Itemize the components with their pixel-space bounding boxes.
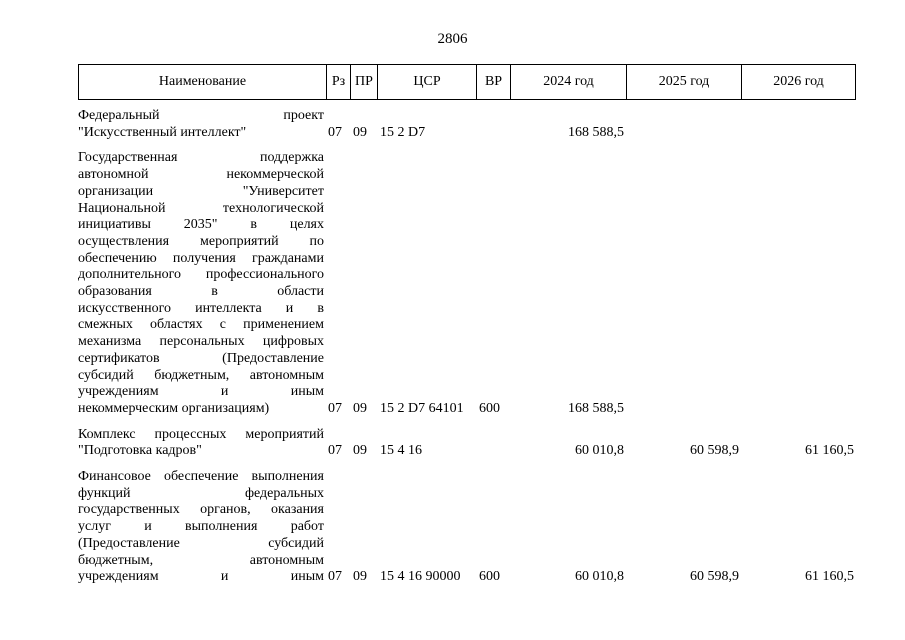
row-name-line: осуществления мероприятий по	[78, 233, 324, 249]
header-2025: 2025 год	[626, 65, 741, 99]
row-2024: 168 588,5	[568, 124, 624, 140]
row-name-line: некоммерческим организациям)	[78, 400, 270, 416]
row-name-line: обеспечению получения гражданами	[78, 250, 324, 266]
row-pr: 09	[353, 569, 367, 585]
row-values	[78, 569, 856, 586]
row-name-line: организации "Университет	[78, 183, 324, 199]
row-name-line: Комплекс процессных мероприятий	[78, 426, 324, 442]
row-name-line: механизма персональных цифровых	[78, 334, 324, 350]
table-row	[78, 469, 856, 586]
row-name-line: образования в области	[78, 284, 324, 300]
row-rz: 07	[328, 569, 342, 585]
table-row	[78, 108, 856, 141]
row-name-line: Финансовое обеспечение выполнения	[78, 469, 324, 485]
row-rz: 07	[328, 124, 342, 140]
header-2026: 2026 год	[741, 65, 855, 99]
row-2025: 60 598,9	[690, 443, 739, 459]
row-pr: 09	[353, 443, 367, 459]
row-name	[78, 150, 324, 417]
row-name-line: "Подготовка кадров"	[78, 443, 202, 459]
row-values	[78, 125, 856, 142]
row-name-line: сертификатов (Предоставление	[78, 350, 324, 366]
row-name-line: искусственного интеллекта и в	[78, 300, 324, 316]
header-name: Наименование	[158, 74, 247, 89]
row-2026: 61 160,5	[805, 569, 854, 585]
row-name-line: Государственная поддержка	[78, 150, 324, 166]
row-name-line: функций федеральных	[78, 485, 324, 501]
table-row	[78, 150, 856, 417]
row-pr: 09	[353, 124, 367, 140]
row-vr: 600	[479, 569, 500, 585]
row-name-line: Национальной технологической	[78, 200, 324, 216]
row-rz: 07	[328, 400, 342, 416]
row-2026: 61 160,5	[805, 443, 854, 459]
table-header	[78, 64, 856, 100]
row-name-line: учреждениям и иным	[78, 384, 324, 400]
row-name-line: (Предоставление субсидий	[78, 535, 324, 551]
table-body	[78, 108, 856, 595]
row-name-line: Федеральный проект	[78, 108, 324, 123]
page-number: 2806	[437, 31, 468, 47]
row-pr: 09	[353, 400, 367, 416]
row-name-line: бюджетным, автономным	[78, 552, 324, 568]
row-name-line: государственных органов, оказания	[78, 502, 324, 518]
table-row	[78, 427, 856, 460]
row-name-line: смежных областях с применением	[78, 317, 324, 333]
row-values	[78, 401, 856, 418]
row-csr: 15 2 D7 64101	[380, 400, 464, 416]
row-2025: 60 598,9	[690, 569, 739, 585]
row-name-line: субсидий бюджетным, автономным	[78, 367, 324, 383]
row-name-line: инициативы 2035" в целях	[78, 217, 324, 233]
row-name-line: услуг и выполнения работ	[78, 519, 324, 535]
row-name-line: учреждениям и иным	[78, 569, 324, 585]
row-name-line: дополнительного профессионального	[78, 267, 324, 283]
header-rz: Рз	[326, 65, 350, 99]
header-csr: ЦСР	[377, 65, 476, 99]
row-2024: 60 010,8	[575, 569, 624, 585]
row-name-line: "Искусственный интеллект"	[78, 124, 247, 140]
row-csr: 15 4 16 90000	[380, 569, 461, 585]
row-values	[78, 443, 856, 460]
row-csr: 15 2 D7	[380, 124, 426, 140]
row-2024: 60 010,8	[575, 443, 624, 459]
row-vr: 600	[479, 400, 500, 416]
row-csr: 15 4 16	[380, 443, 422, 459]
row-rz: 07	[328, 443, 342, 459]
header-2024: 2024 год	[510, 65, 626, 99]
header-vr: ВР	[476, 65, 510, 99]
row-2024: 168 588,5	[568, 400, 624, 416]
row-name-line: автономной некоммерческой	[78, 167, 324, 183]
header-pr: ПР	[350, 65, 377, 99]
